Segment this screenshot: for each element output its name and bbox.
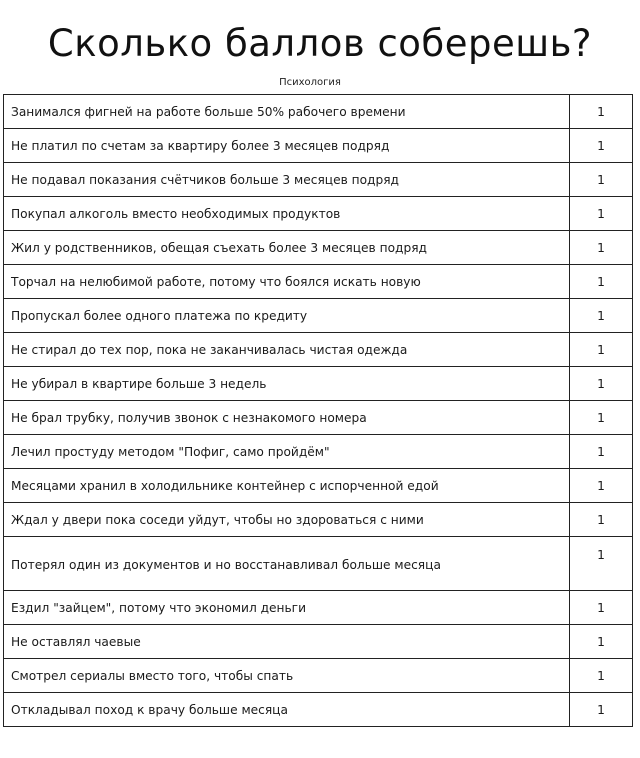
row-text: Не стирал до тех пор, пока не заканчивалась чистая одежда xyxy=(4,333,570,367)
brand-logo: Психология xyxy=(279,77,341,88)
row-text: Ждал у двери пока соседи уйдут, чтобы но здороваться с ними xyxy=(4,503,570,537)
row-points: 1 xyxy=(570,435,633,469)
row-points: 1 xyxy=(570,659,633,693)
table-row xyxy=(4,299,633,333)
table-row xyxy=(4,625,633,659)
row-text: Торчал на нелюбимой работе, потому что боялся искать новую xyxy=(4,265,570,299)
table-row xyxy=(4,197,633,231)
table-row xyxy=(4,367,633,401)
table-row xyxy=(4,95,633,129)
row-points: 1 xyxy=(570,163,633,197)
row-points: 1 xyxy=(570,265,633,299)
row-text: Не убирал в квартире больше 3 недель xyxy=(4,367,570,401)
row-points: 1 xyxy=(570,693,633,727)
row-text: Откладывал поход к врачу больше месяца xyxy=(4,693,570,727)
row-points: 1 xyxy=(570,469,633,503)
page-title: Сколько баллов соберешь? xyxy=(47,22,593,65)
table-row xyxy=(4,401,633,435)
table-row xyxy=(4,333,633,367)
table-row xyxy=(4,659,633,693)
row-text: Занимался фигней на работе больше 50% рабочего времени xyxy=(4,95,570,129)
row-text: Ездил "зайцем", потому что экономил деньги xyxy=(4,591,570,625)
row-points: 1 xyxy=(570,591,633,625)
row-points: 1 xyxy=(570,231,633,265)
row-text: Пропускал более одного платежа по кредиту xyxy=(4,299,570,333)
table-row xyxy=(4,265,633,299)
row-text: Не брал трубку, получив звонок с незнакомого номера xyxy=(4,401,570,435)
table-row xyxy=(4,163,633,197)
table-row xyxy=(4,591,633,625)
table-row xyxy=(4,231,633,265)
row-text: Не платил по счетам за квартиру более 3 месяцев подряд xyxy=(4,129,570,163)
table-row xyxy=(4,693,633,727)
table-row xyxy=(4,503,633,537)
row-points: 1 xyxy=(570,625,633,659)
row-points: 1 xyxy=(570,367,633,401)
row-text: Покупал алкоголь вместо необходимых продуктов xyxy=(4,197,570,231)
table-row xyxy=(4,537,633,591)
row-text: Смотрел сериалы вместо того, чтобы спать xyxy=(4,659,570,693)
table-row xyxy=(4,435,633,469)
row-points: 1 xyxy=(570,401,633,435)
row-text: Не подавал показания счётчиков больше 3 месяцев подряд xyxy=(4,163,570,197)
table-row xyxy=(4,129,633,163)
row-points: 1 xyxy=(570,537,633,591)
row-text: Лечил простуду методом "Пофиг, само пройдём" xyxy=(4,435,570,469)
row-points: 1 xyxy=(570,333,633,367)
row-text: Месяцами хранил в холодильнике контейнер с испорченной едой xyxy=(4,469,570,503)
row-points: 1 xyxy=(570,95,633,129)
row-points: 1 xyxy=(570,129,633,163)
row-text: Не оставлял чаевые xyxy=(4,625,570,659)
quiz-table xyxy=(3,94,633,727)
row-points: 1 xyxy=(570,503,633,537)
row-text: Жил у родственников, обещая съехать более 3 месяцев подряд xyxy=(4,231,570,265)
row-points: 1 xyxy=(570,299,633,333)
row-text: Потерял один из документов и но восстанавливал больше месяца xyxy=(4,537,570,591)
row-points: 1 xyxy=(570,197,633,231)
table-row xyxy=(4,469,633,503)
